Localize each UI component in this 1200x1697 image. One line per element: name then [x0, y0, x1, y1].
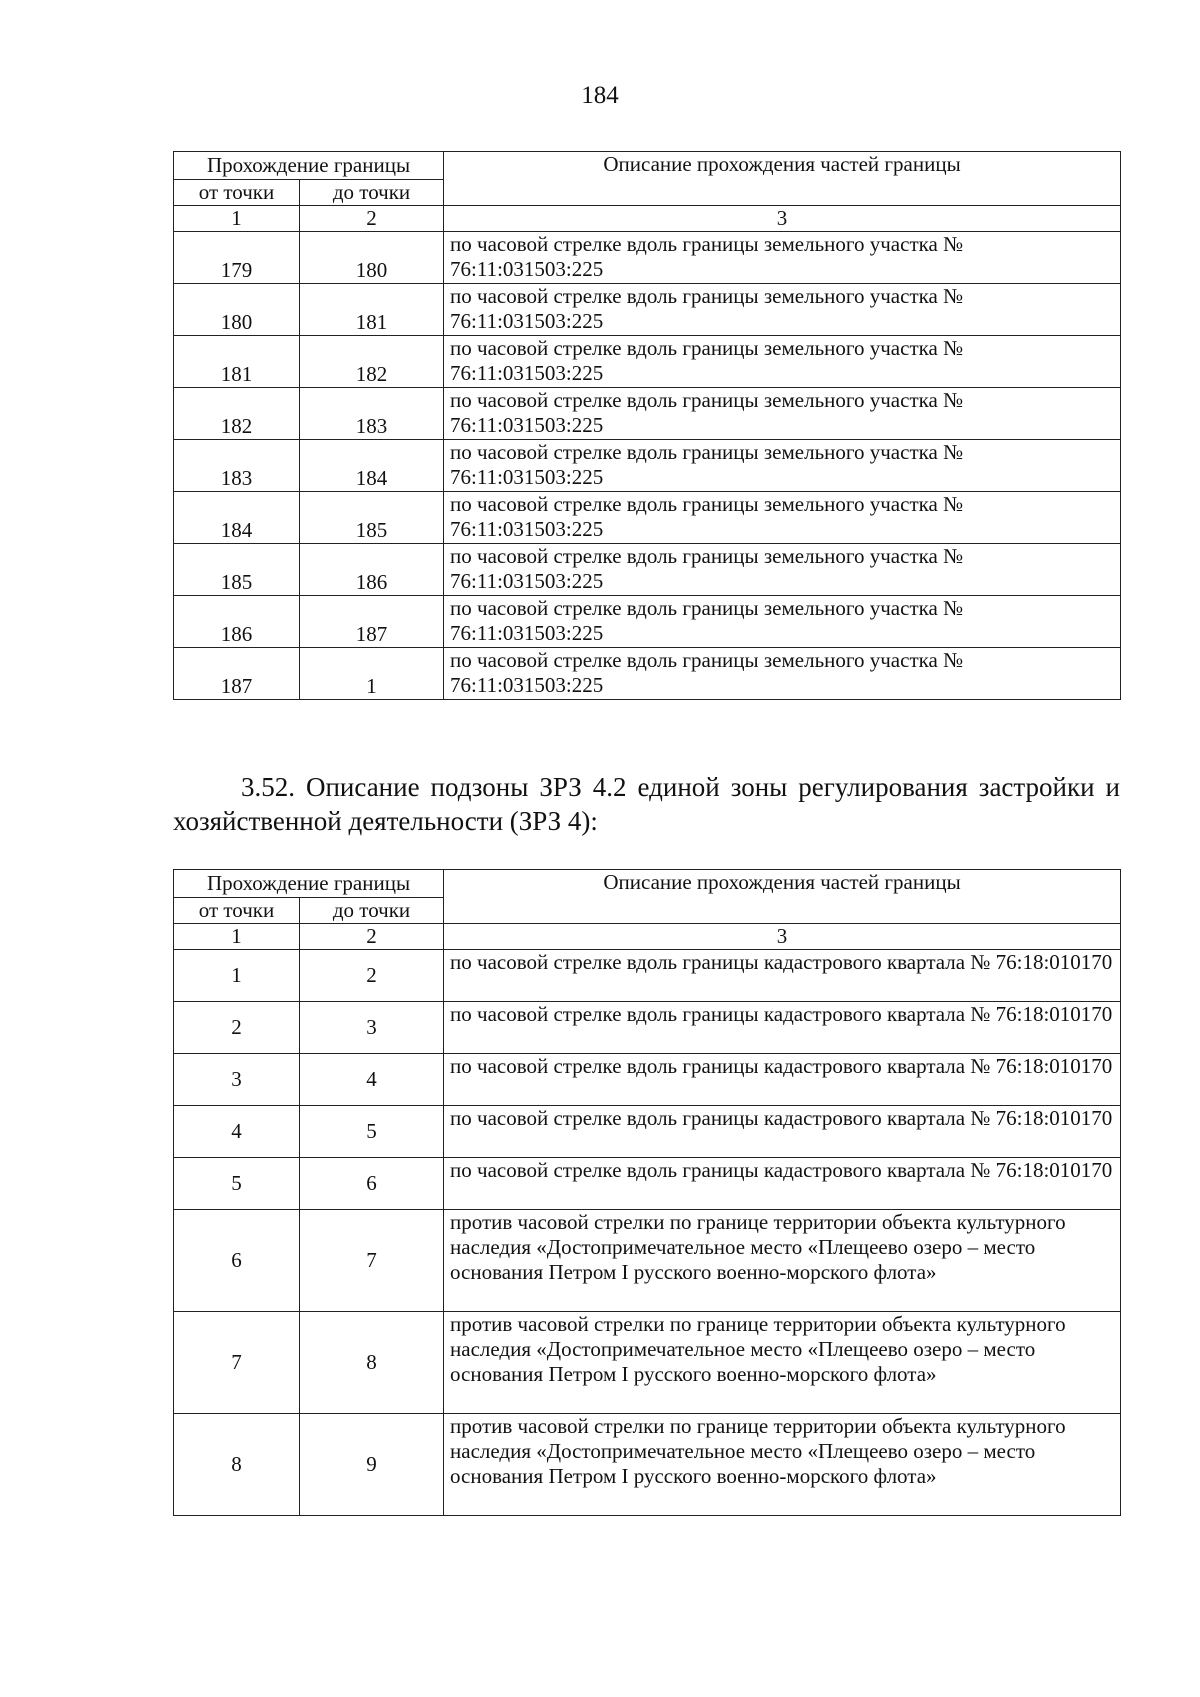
from-point-cell: 186: [174, 596, 300, 648]
description-cell: по часовой стрелке вдоль границы земельного участка № 76:11:031503:225: [444, 440, 1121, 492]
header-to: до точки: [300, 180, 444, 206]
table-row: [174, 1414, 1121, 1516]
table-row: [174, 336, 1121, 388]
table-row: [174, 388, 1121, 440]
table-row: [174, 1312, 1121, 1414]
description-cell: по часовой стрелке вдоль границы земельного участка № 76:11:031503:225: [444, 492, 1121, 544]
from-point-cell: 8: [174, 1414, 300, 1516]
to-point-cell: 7: [300, 1210, 444, 1312]
from-point-cell: 179: [174, 232, 300, 284]
to-point-cell: 183: [300, 388, 444, 440]
table-row: [174, 232, 1121, 284]
from-point-cell: 180: [174, 284, 300, 336]
header-from: от точки: [174, 898, 300, 924]
description-cell: по часовой стрелке вдоль границы земельного участка № 76:11:031503:225: [444, 648, 1121, 700]
to-point-cell: 2: [300, 950, 444, 1002]
header-description: Описание прохождения частей границы: [444, 152, 1121, 206]
table-row: [174, 1002, 1121, 1054]
description-cell: против часовой стрелки по границе территории объекта культурного наследия «Достопримечательное место «Плещеево озеро – место основания Петром I русского военно-морского флота»: [444, 1414, 1121, 1516]
from-point-cell: 181: [174, 336, 300, 388]
description-cell: против часовой стрелки по границе территории объекта культурного наследия «Достопримечательное место «Плещеево озеро – место основания Петром I русского военно-морского флота»: [444, 1210, 1121, 1312]
header-from: от точки: [174, 180, 300, 206]
table-row: [174, 1106, 1121, 1158]
description-cell: по часовой стрелке вдоль границы земельного участка № 76:11:031503:225: [444, 388, 1121, 440]
to-point-cell: 4: [300, 1054, 444, 1106]
description-cell: по часовой стрелке вдоль границы кадастрового квартала № 76:18:010170: [444, 1106, 1121, 1158]
table-row: [174, 1158, 1121, 1210]
description-cell: по часовой стрелке вдоль границы земельного участка № 76:11:031503:225: [444, 336, 1121, 388]
from-point-cell: 182: [174, 388, 300, 440]
to-point-cell: 181: [300, 284, 444, 336]
header-group: Прохождение границы: [174, 870, 444, 898]
to-point-cell: 1: [300, 648, 444, 700]
description-cell: по часовой стрелке вдоль границы кадастрового квартала № 76:18:010170: [444, 1158, 1121, 1210]
table-row: [174, 596, 1121, 648]
header-col-2: 2: [300, 924, 444, 950]
description-cell: по часовой стрелке вдоль границы кадастрового квартала № 76:18:010170: [444, 950, 1121, 1002]
table-row: [174, 1054, 1121, 1106]
from-point-cell: 3: [174, 1054, 300, 1106]
to-point-cell: 5: [300, 1106, 444, 1158]
from-point-cell: 5: [174, 1158, 300, 1210]
header-col-1: 1: [174, 924, 300, 950]
table-row: [174, 440, 1121, 492]
boundary-table-2: [173, 869, 1121, 1516]
page-number: 184: [581, 82, 619, 109]
description-cell: по часовой стрелке вдоль границы земельного участка № 76:11:031503:225: [444, 596, 1121, 648]
table-row: [174, 284, 1121, 336]
to-point-cell: 184: [300, 440, 444, 492]
from-point-cell: 187: [174, 648, 300, 700]
description-cell: по часовой стрелке вдоль границы кадастрового квартала № 76:18:010170: [444, 1054, 1121, 1106]
from-point-cell: 1: [174, 950, 300, 1002]
table-row: [174, 1210, 1121, 1312]
to-point-cell: 3: [300, 1002, 444, 1054]
to-point-cell: 182: [300, 336, 444, 388]
table-row: [174, 950, 1121, 1002]
header-col-1: 1: [174, 206, 300, 232]
to-point-cell: 180: [300, 232, 444, 284]
header-description: Описание прохождения частей границы: [444, 870, 1121, 924]
description-cell: по часовой стрелке вдоль границы земельного участка № 76:11:031503:225: [444, 232, 1121, 284]
description-cell: против часовой стрелки по границе территории объекта культурного наследия «Достопримечательное место «Плещеево озеро – место основания Петром I русского военно-морского флота»: [444, 1312, 1121, 1414]
boundary-table-1: [173, 151, 1121, 700]
to-point-cell: 8: [300, 1312, 444, 1414]
description-cell: по часовой стрелке вдоль границы земельного участка № 76:11:031503:225: [444, 544, 1121, 596]
from-point-cell: 183: [174, 440, 300, 492]
table-row: [174, 544, 1121, 596]
from-point-cell: 7: [174, 1312, 300, 1414]
to-point-cell: 6: [300, 1158, 444, 1210]
header-group: Прохождение границы: [174, 152, 444, 180]
to-point-cell: 185: [300, 492, 444, 544]
table-row: [174, 648, 1121, 700]
from-point-cell: 2: [174, 1002, 300, 1054]
table-row: [174, 492, 1121, 544]
from-point-cell: 184: [174, 492, 300, 544]
to-point-cell: 186: [300, 544, 444, 596]
header-to: до точки: [300, 898, 444, 924]
to-point-cell: 9: [300, 1414, 444, 1516]
description-cell: по часовой стрелке вдоль границы кадастрового квартала № 76:18:010170: [444, 1002, 1121, 1054]
section-heading: 3.52. Описание подзоны ЗРЗ 4.2 единой зоны регулирования застройки и хозяйственной деятельности (ЗРЗ 4):: [173, 772, 1120, 836]
description-cell: по часовой стрелке вдоль границы земельного участка № 76:11:031503:225: [444, 284, 1121, 336]
from-point-cell: 185: [174, 544, 300, 596]
to-point-cell: 187: [300, 596, 444, 648]
from-point-cell: 6: [174, 1210, 300, 1312]
header-col-2: 2: [300, 206, 444, 232]
from-point-cell: 4: [174, 1106, 300, 1158]
header-col-3: 3: [444, 206, 1121, 232]
header-col-3: 3: [444, 924, 1121, 950]
